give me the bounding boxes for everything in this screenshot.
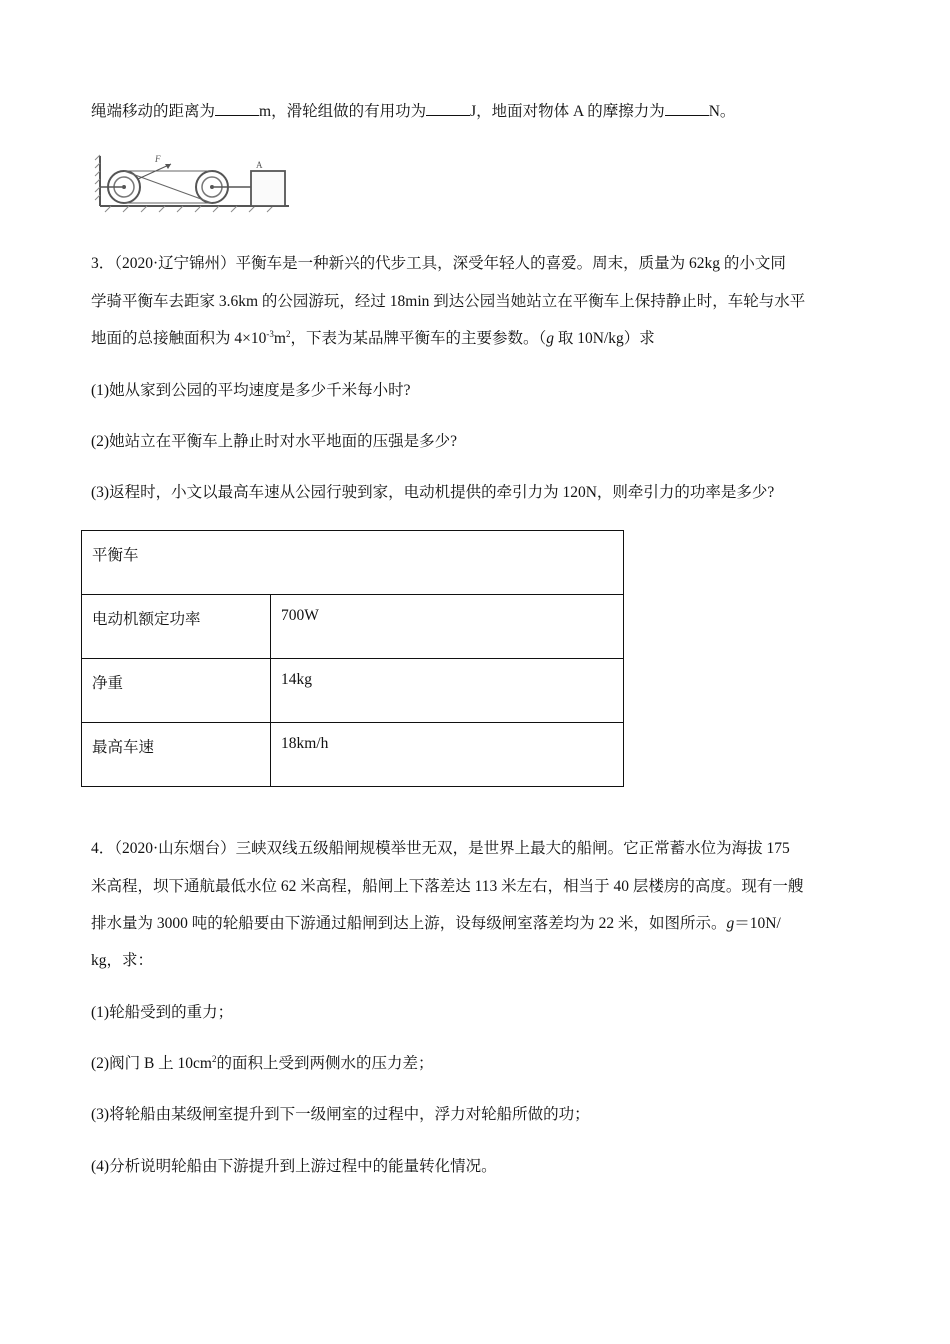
q3-line-2: 学骑平衡车去距家 3.6km 的公园游玩，经过 18min 到达公园当她站立在平衡车上保持静止时，车轮与水平: [91, 293, 806, 310]
q4-exponent: 2: [211, 1053, 217, 1064]
q3-sub-3: (3)返程时，小文以最高车速从公园行驶到家，电动机提供的牵引力为 120N，则牵引力的功率是多少?: [91, 484, 775, 501]
q4-line-3: [91, 913, 781, 935]
q2-text-4: N。: [708, 103, 736, 120]
q4-line-4: kg，求：: [91, 952, 154, 969]
table-cell-value: 14kg: [271, 659, 624, 723]
table-header-row: [82, 531, 624, 595]
q2-text-3: J，地面对物体 A 的摩擦力为: [470, 103, 665, 120]
q3-line-1: 3．（2020·辽宁锦州）平衡车是一种新兴的代步工具，深受年轻人的喜爱。周末，质量为 62kg 的小文同: [91, 255, 786, 272]
label-a: A: [256, 160, 263, 170]
pulley-system-figure: [93, 150, 289, 214]
q3-exponent-1: -3: [266, 328, 274, 339]
q4-sub-3: (3)将轮船由某级闸室提升到下一级闸室的过程中，浮力对轮船所做的功；: [91, 1106, 590, 1123]
q4-sub-2b: 的面积上受到两侧水的压力差；: [216, 1055, 434, 1072]
table-row: [82, 595, 624, 659]
q2-text-1: 绳端移动的距离为: [91, 103, 216, 120]
q4-sub-4: (4)分析说明轮船由下游提升到上游过程中的能量转化情况。: [91, 1158, 497, 1175]
table-cell-label: 最高车速: [82, 723, 271, 787]
q3-line-3c: ，下表为某品牌平衡车的主要参数。（: [290, 330, 547, 347]
q3-sub-1: (1)她从家到公园的平均速度是多少千米每小时?: [91, 382, 411, 399]
q2-blank-line: [91, 101, 735, 123]
table-cell-value: 18km/h: [271, 723, 624, 787]
q3-line-3b: m: [273, 330, 286, 347]
q3-sub-2: (2)她站立在平衡车上静止时对水平地面的压强是多少?: [91, 433, 457, 450]
q4-line-3b: ＝10N/: [734, 915, 781, 932]
q4-g-symbol: g: [726, 915, 735, 932]
q3-line-3a: 地面的总接触面积为 4×10: [91, 330, 267, 347]
q3-line-3: [91, 328, 655, 350]
table-cell-value: 700W: [271, 595, 624, 659]
table-cell-label: 净重: [82, 659, 271, 723]
q4-line-3a: 排水量为 3000 吨的轮船要由下游通过船闸到达上游，设每级闸室落差均为 22 米，如图所示。: [91, 915, 727, 932]
q4-line-1: 4．（2020·山东烟台）三峡双线五级船闸规模举世无双，是世界上最大的船闸。它正常蓄水位为海拔 175: [91, 840, 790, 857]
q4-sub-1: (1)轮船受到的重力；: [91, 1004, 234, 1021]
q3-exponent-2: 2: [285, 328, 291, 339]
balance-car-params-table: [81, 530, 624, 787]
table-row: [82, 723, 624, 787]
blank-work: [426, 101, 470, 116]
q4-sub-2: [91, 1053, 434, 1075]
blank-friction: [665, 101, 709, 116]
q3-g-symbol: g: [546, 330, 554, 347]
table-row: [82, 659, 624, 723]
q2-text-2: m，滑轮组做的有用功为: [259, 103, 427, 120]
q3-line-3d: 取 10N/kg）求: [553, 330, 655, 347]
blank-distance: [215, 101, 259, 116]
table-cell-label: 电动机额定功率: [82, 595, 271, 659]
label-f: F: [155, 154, 161, 164]
q4-sub-2a: (2)阀门 B 上 10cm: [91, 1055, 212, 1072]
q4-line-2: 米高程，坝下通航最低水位 62 米高程，船闸上下落差达 113 米左右，相当于 40 层楼房的高度。现有一艘: [91, 878, 804, 895]
table-header-cell: 平衡车: [82, 531, 624, 595]
